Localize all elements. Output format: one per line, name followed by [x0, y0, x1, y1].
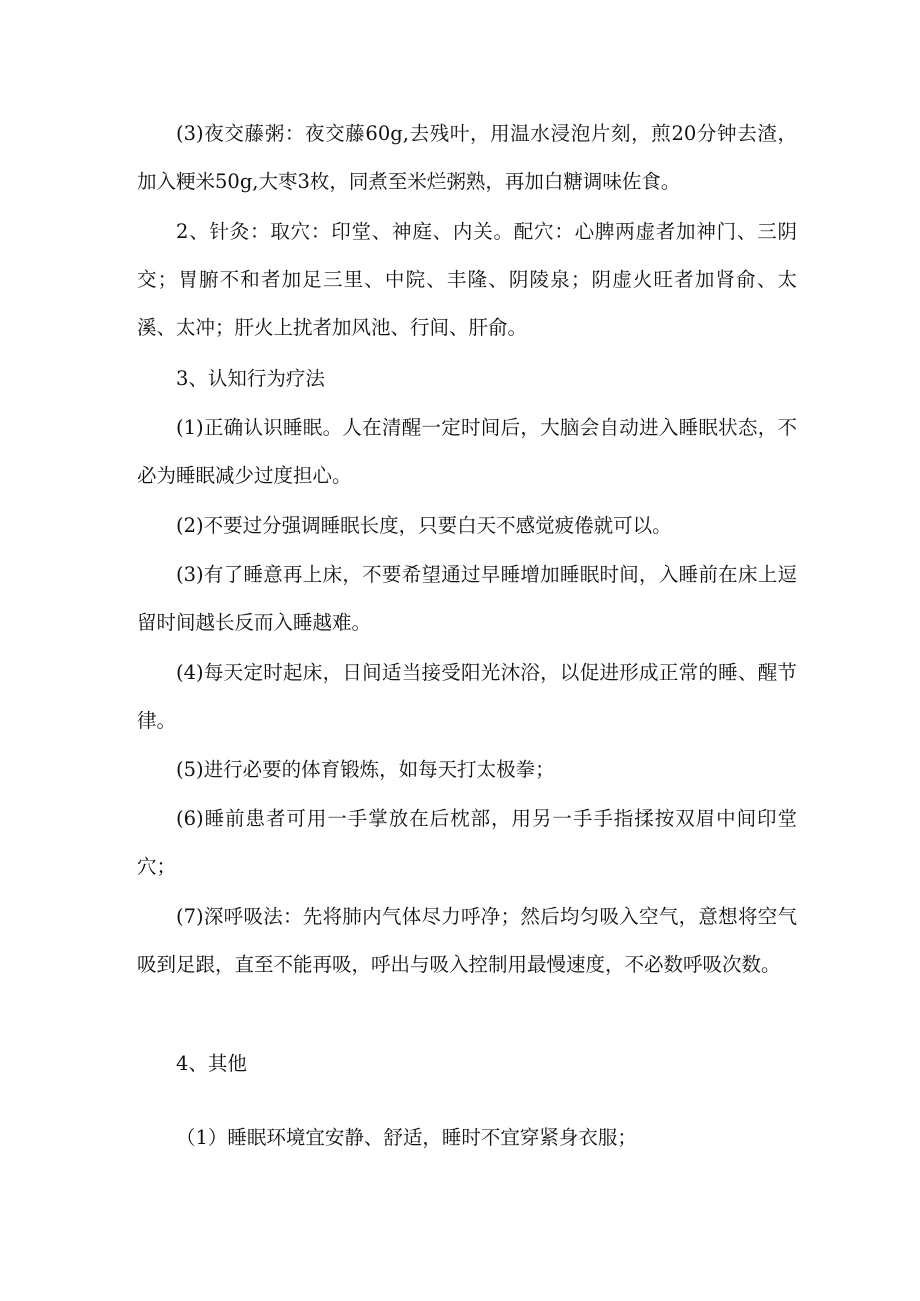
section-heading-other: 4、其他 [176, 1052, 247, 1075]
paragraph-cbt-item-5: (5)进行必要的体育锻炼，如每天打太极拳； [176, 758, 555, 781]
paragraph-cbt-item-7: (7)深呼吸法：先将肺内气体尽力呼净；然后均匀吸入空气，意想将空气吸到足跟，直至不能再吸，呼出与吸入控制用最慢速度，不必数呼吸次数。 [137, 905, 797, 976]
paragraph-other-item-1: （1）睡眠环境宜安静、舒适，睡时不宜穿紧身衣服； [176, 1126, 637, 1149]
paragraph-acupuncture: 2、针灸：取穴：印堂、神庭、内关。配穴：心脾两虚者加神门、三阴交；胃腑不和者加足三里、中院、丰隆、阴陵泉；阴虚火旺者加肾俞、太溪、太冲；肝火上扰者加风池、行间、肝俞。 [137, 220, 797, 339]
section-heading-cbt: 3、认知行为疗法 [176, 367, 325, 390]
paragraph-cbt-item-4: (4)每天定时起床，日间适当接受阳光沐浴，以促进形成正常的睡、醒节律。 [137, 661, 797, 732]
paragraph-cbt-item-2: (2)不要过分强调睡眠长度，只要白天不感觉疲倦就可以。 [176, 514, 672, 537]
paragraph-cbt-item-6: (6)睡前患者可用一手掌放在后枕部，用另一手手指揉按双眉中间印堂穴； [137, 807, 797, 878]
paragraph-cbt-item-3: (3)有了睡意再上床，不要希望通过早睡增加睡眠时间，入睡前在床上逗留时间越长反而入睡越难。 [137, 563, 797, 634]
paragraph-yejiaoteng-porridge: (3)夜交藤粥：夜交藤60g,去残叶，用温水浸泡片刻，煎20分钟去渣，加入粳米50g,大枣3枚，同煮至米烂粥熟，再加白糖调味佐食。 [137, 122, 797, 193]
paragraph-cbt-item-1: (1)正确认识睡眠。人在清醒一定时间后，大脑会自动进入睡眠状态，不必为睡眠减少过度担心。 [137, 416, 797, 487]
